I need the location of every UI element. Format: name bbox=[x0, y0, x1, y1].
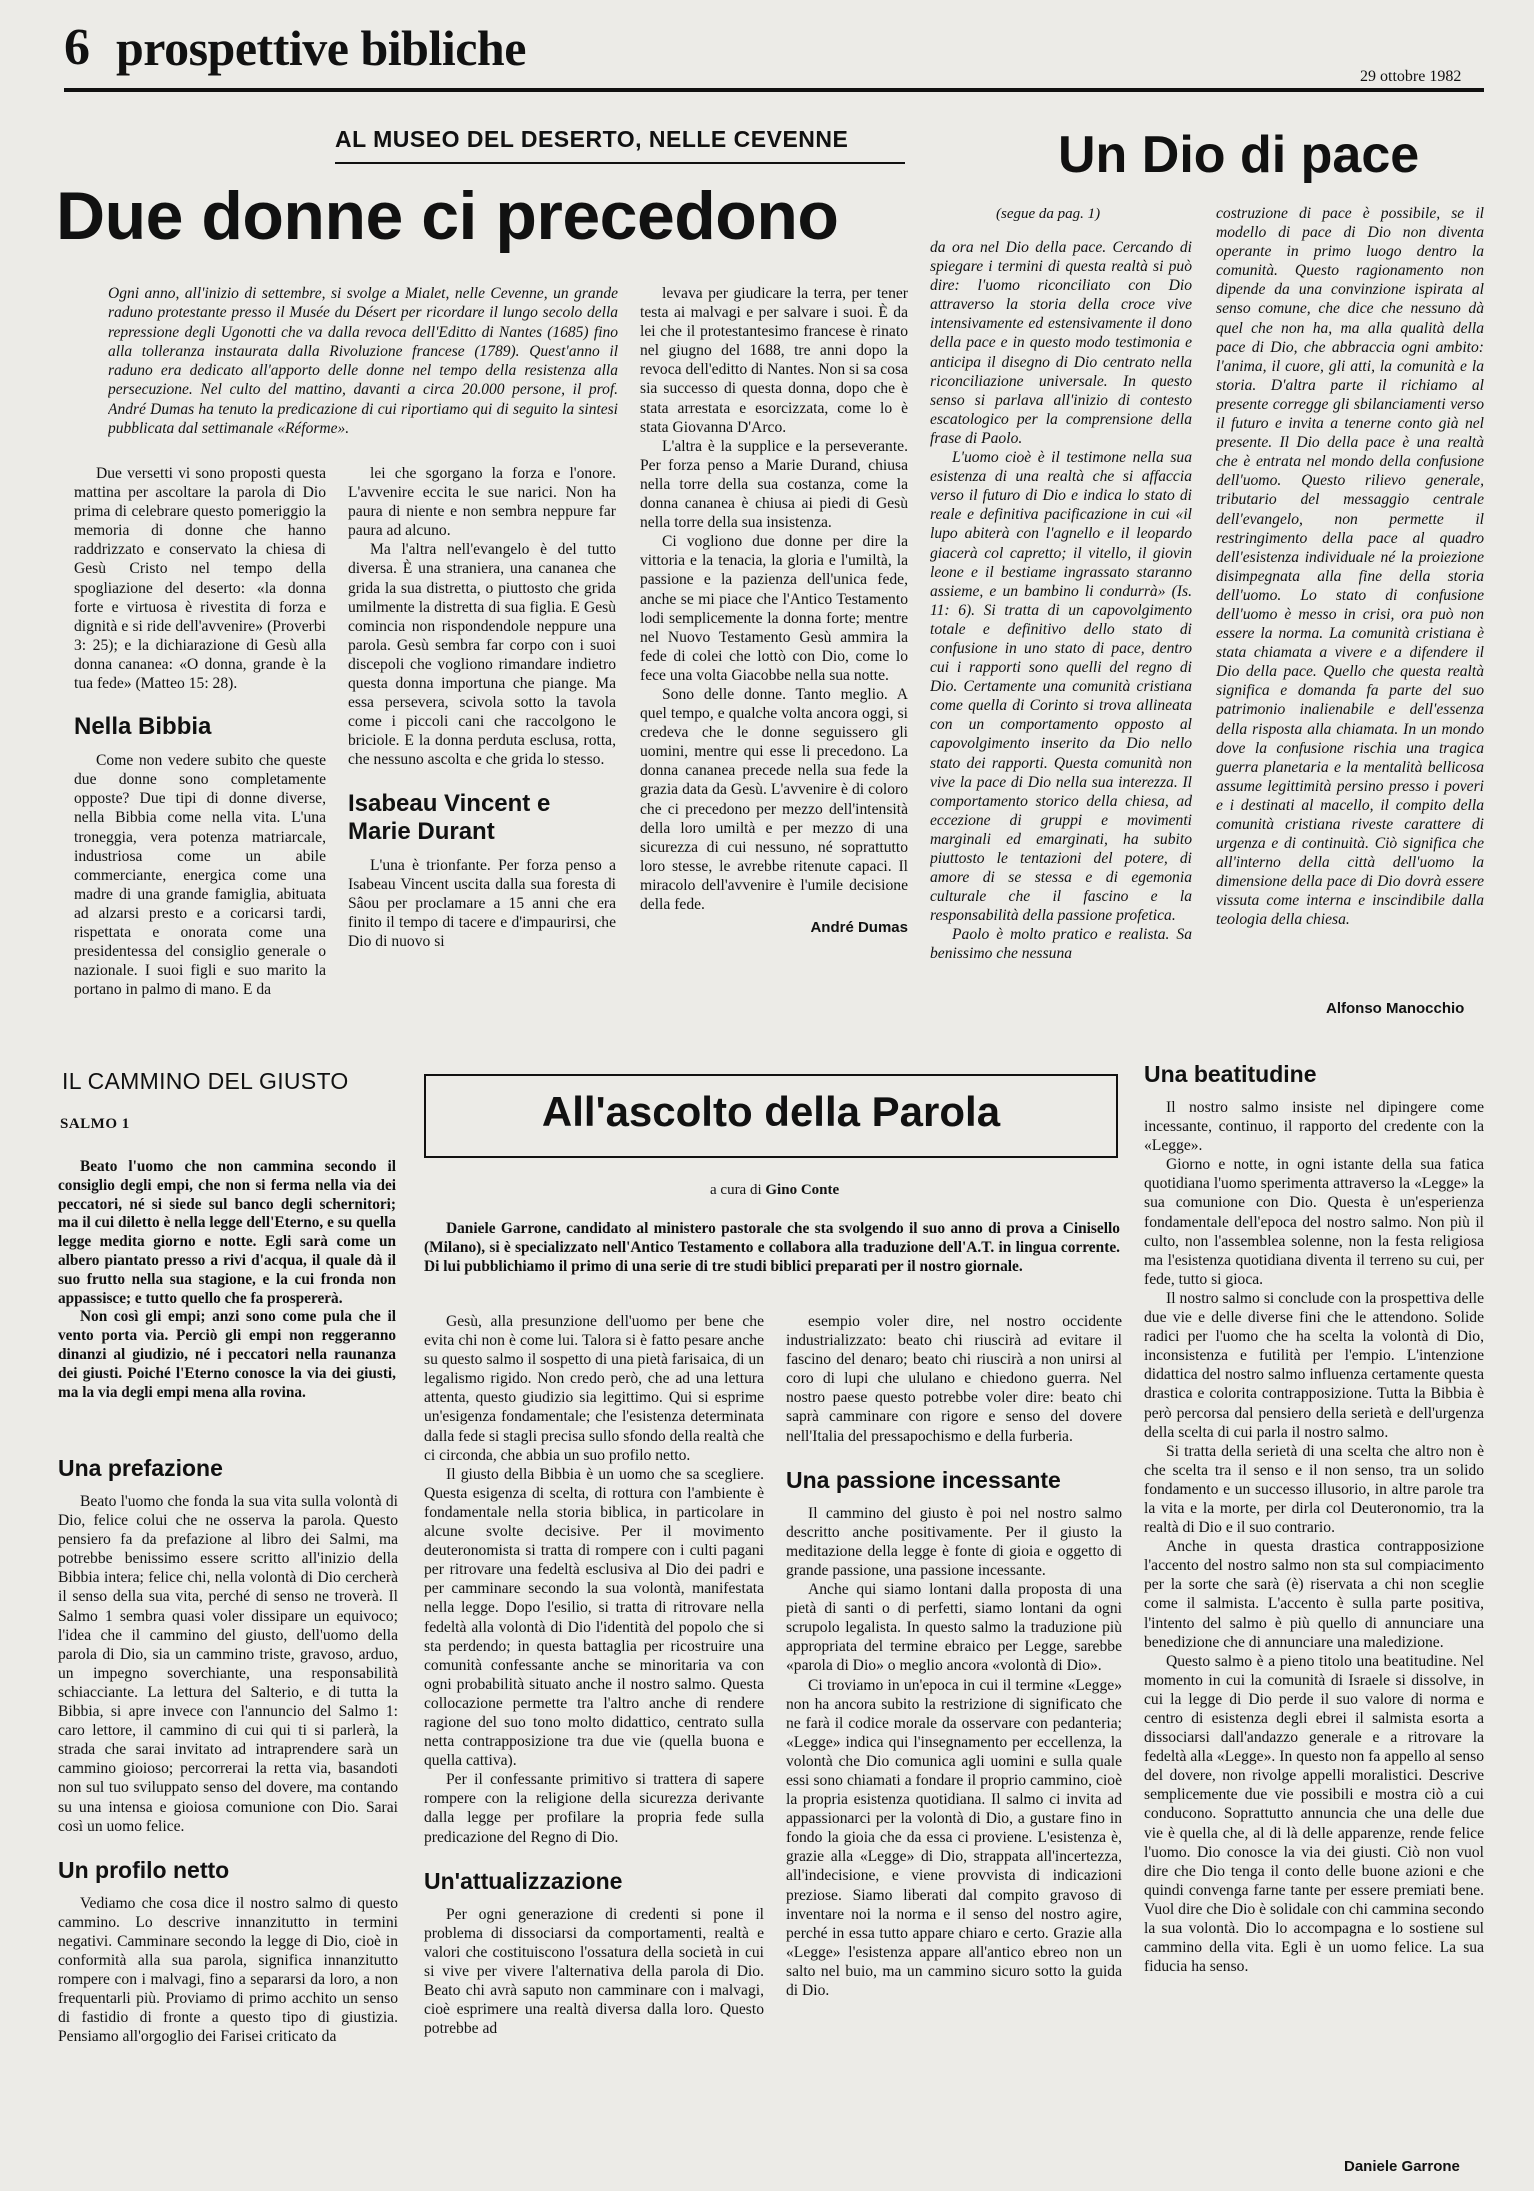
article1-intro: Ogni anno, all'inizio di settembre, si svolge a Mialet, nelle Cevenne, un grande raduno protestante presso il Musée du Désert per ricordare il lungo secolo della repressione degli Ugonotti che va dalla revoca dell'Editto di Nantes (1685) fino alla tolleranza instaurata dalla Rivoluzione francese (1789). Quest'anno il raduno era dedicato all'apporto delle donne nel tempo della resistenza alla persecuzione. Nel culto del mattino, davanti a circa 20.000 persone, il prof. André Dumas ha tenuto la predicazione di cui riportiamo qui di seguito la sintesi pubblicata dal settimanale «Réforme». bbox=[108, 285, 618, 438]
article2-continued: (segue da pag. 1) bbox=[996, 206, 1101, 222]
article1-paragraph: Ci vogliono due donne per dire la vittoria e la tenacia, la gloria e l'umiltà, la passione e la pazienza dell'unica fede, anche se mi piace che l'Antico Testamento lodi semplicemente la donna forte; mentre nel Nuovo Testamento Gesù ammira la fede di colei che lottò con Dio, come lo fece una volta Giacobbe nella sua notte. bbox=[640, 533, 908, 684]
article3-paragraph: Giorno e notte, in ogni istante della sua fatica quotidiana l'uomo sperimenta attraverso la «Legge» la sua comunione con Dio. Questa è un'esperienza fondamentale dell'epoca del nostro salmo. Non più il culto, non l'assemblea solenne, non la festa religiosa ma l'esistenza quotidiana diventa il terreno su cui, per fede, tutto si gioca. bbox=[1144, 1156, 1484, 1288]
article3-paragraph: Vediamo che cosa dice il nostro salmo di questo cammino. Lo descrive innanzitutto in termini negativi. Camminare secondo la legge di Dio, cioè in conformità alla sua parola, significa innanzitutto rompere con i malvagi, fino a separarsi da loro, a non frequentarli più. Proviamo di primo acchito un senso di fastidio di fronte a questo tipo di giustizia. Pensiamo all'orgoglio dei Farisei criticato da bbox=[58, 1894, 398, 2046]
psalm-label: SALMO 1 bbox=[60, 1116, 130, 1132]
article1-column-3 bbox=[640, 284, 908, 1024]
article1-subheading: Isabeau Vincent e Marie Durant bbox=[348, 789, 551, 845]
article1-column-1 bbox=[74, 464, 326, 1019]
psalm-heading: IL CAMMINO DEL GIUSTO bbox=[62, 1068, 349, 1094]
article2-column-1 bbox=[930, 238, 1192, 1018]
article1-paragraph: Come non vedere subito che queste due donne sono completamente opposte? Due tipi di donne diverse, nella Bibbia come nella vita. L'una troneggia, vera potenza matriarcale, industriosa come un abile commerciante, energica come una madre di una grande famiglia, abituata ad alzarsi presto e a coricarsi tardi, rispettata e onorata come una presidentessa del consiglio generale o nazionale. I suoi figli e suo marito la portano in palmo di mano. E da bbox=[74, 752, 326, 999]
article3-subheading: Una passione incessante bbox=[786, 1466, 1061, 1493]
article1-paragraph: Due versetti vi sono proposti questa mattina per ascoltare la parola di Dio prima di celebrare questo pomeriggio la memoria di donne che hanno raddrizzato e conservato la chiesa di Gesù Cristo nel tempo della spogliazione del deserto: «la donna forte e virtuosa è rivestita di forza e dignità e si ride dell'avvenire» (Proverbi 3: 25); e la dichiarazione di Gesù alla donna cananea: «O donna, grande è la tua fede» (Matteo 15: 28). bbox=[74, 465, 326, 693]
issue-date: 29 ottobre 1982 bbox=[1360, 68, 1462, 85]
section-title: prospettive bibliche bbox=[116, 20, 526, 76]
article3-paragraph: Il nostro salmo insiste nel dipingere come incessante, continuo, il rapporto del credente con la «Legge». bbox=[1144, 1099, 1484, 1155]
article3-paragraph: Il nostro salmo si conclude con la prospettiva delle due vie e delle diverse fini che le attendono. Solide radici per l'uomo che ha scelta la volontà di Dio, inconsistenza e futilità per l'empio. L'intenzione didattica del nostro salmo influenza certamente questa drastica e colorita contrapposizione. Tutta la Bibbia è però percorsa dal pensiero della serietà e dell'urgenza della scelta di cui parla il nostro salmo. bbox=[1144, 1289, 1484, 1441]
header-rule bbox=[64, 88, 1484, 92]
article3-paragraph: Per ogni generazione di credenti si pone il problema di dissociarsi da comportamenti, realtà e valori che costituiscono l'ossatura della società in cui si vive per vivere l'alternativa della parola di Dio. Beato chi avrà saputo non camminare con i malvagi, cioè esprimere una realtà diversa dalla loro. Questo potrebbe ad bbox=[424, 1905, 764, 2038]
article1-column-2 bbox=[348, 464, 616, 1019]
article3-subheading: Un profilo netto bbox=[58, 1856, 230, 1883]
article3-paragraph: Anche qui siamo lontani dalla proposta di una pietà di santi o di perfetti, siamo lontani da ogni scrupolo legalista. In questo salmo la traduzione più appropriata del termine ebraico per Legge, sarebbe «parola di Dio» o meglio ancora «volontà di Dio». bbox=[786, 1581, 1122, 1675]
byline-label: a cura di bbox=[710, 1182, 762, 1198]
article3-subheading: Una beatitudine bbox=[1144, 1061, 1317, 1087]
article1-paragraph: L'altra è la supplice e la perseverante. Per forza penso a Marie Durand, chiusa nella torre della sua costanza, come la donna cananea è chiusa ai piedi di Gesù nella torre della sua insistenza. bbox=[640, 437, 908, 532]
article3-subheading: Una prefazione bbox=[58, 1455, 223, 1481]
article2-paragraph: costruzione di pace è possibile, se il modello di pace di Dio non diventa operante in primo luogo dentro la comunità. Questo ragionamento non dipende da una convinzione ispirata al senso comune, che dice che nessuno dà quel che non ha, ma alla qualità della pace di Dio, che abbraccia ogni ambito: l'anima, il cuore, gli atti, la comunità e la storia. D'altra parte il richiamo al presente corregge gli sbilanciamenti verso il futuro e invita a tenerne conto già nel presente. Il Dio della pace è una realtà che è entrata nel mondo della confusione dell'uomo. Questo rilievo generale, tributario del messaggio centrale dell'evangelo, non permette il restringimento della pace al quadro dell'esistenza individuale né la proiezione disimpegnata alla fine della storia dell'uomo. Lo stato di confusione dell'uomo è messo in crisi, ora può non essere la norma. La comunità cristiana è stata chiamata a vivere e a difendere il Dio della pace. Quello che questa realtà significa e domanda fa parte del suo patrimonio inalienabile e dell'essenza della risposta alla chiamata. In un mondo dove la confusione rischia una tragica guerra planetaria e la mentalità bellicosa assume legittimità persino presso i poveri e i destinati al macello, il compito della comunità cristiana riveste carattere di urgenza e di continuità. Ciò significa che all'interno della città dell'uomo la dimensione della pace di Dio dovrà essere vissuta come interna e inscindibile dalla teologia della chiesa. bbox=[1216, 205, 1484, 929]
article1-paragraph: L'una è trionfante. Per forza penso a Isabeau Vincent uscita dalla sua foresta di Sâou per proclamare a 15 anni che era finito il tempo di tacere e d'impaurirsi, che Dio di nuovo si bbox=[348, 856, 616, 950]
article1-paragraph: levava per giudicare la terra, per tener testa ai malvagi e per salvare i suoi. È da lei che il protestantesimo francese è rinato nel giugno del 1688, tre anni dopo la revoca dell'editto di Nantes. Non si sa cosa sia successo di questa donna, dopo che è stata arrestata e esorcizzata, come lo è stata Giovanna D'Arco. bbox=[640, 285, 908, 436]
article3-paragraph: Il giusto della Bibbia è un uomo che sa scegliere. Questa esigenza di scelta, di rottura con l'ambiente è fondamentale nella storia biblica, in particolare in alcune svolte decisive. Per il movimento deuteronomista si tratta di rompere con i culti pagani per ritrovare una fedeltà esclusiva al Dio dei padri e per camminare secondo la sua volontà, manifestata nella legge. Dopo l'esilio, si tratta di ritrovare nella fedeltà alla volontà di Dio l'identità del popolo che si sta perdendo; in questa battaglia per ricostruire una comunità confessante anche se minoritaria va con ogni probabilità situato anche il nostro salmo. Questa collocazione permette tra l'altro anche di rendere ragione del suo tono molto didattico, centrato sulla netta contrapposizione tra due vie (quella buona e quella cattiva). bbox=[424, 1465, 764, 1770]
article1-subheading: Nella Bibbia bbox=[74, 713, 212, 741]
article1-signature: André Dumas bbox=[810, 919, 908, 937]
article1-paragraph: Sono delle donne. Tanto meglio. A quel tempo, e qualche volta ancora oggi, si credeva che le donne seguissero gli uomini, mentre qui esse li precedono. La donna cananea precede nella sua fede la grazia data da Gesù. L'avvenire è di coloro che ci precedono per mezzo dell'intensità della loro umiltà e per mezzo di una sicurezza di cui nessuno, né soprattutto loro stesse, le avrebbe ritenute capaci. Il miracolo dell'avvenire è l'umile decisione della fede. bbox=[640, 685, 908, 913]
article2-paragraph: L'uomo cioè è il testimone nella sua esistenza di una realtà che si affaccia verso il futuro di Dio e indica lo stato di reale e definitiva pacificazione in cui «il lupo abiterà con l'agnello e il leopardo giacerà col capretto; il vitello, il giovin leone e il bestiame ingrassato staranno assieme, e un bambino li condurrà» (Is. 11: 6). Si tratta di un capovolgimento totale e definitivo dello stato di confusione in uno stato di pace, dentro cui i rapporti sono quelli del regno di Dio. Certamente una comunità cristiana come quella di Corinto si trova allineata con un comportamento opposto al capovolgimento inserito da Dio nello stato dei rapporti. Questa comunità non vive la pace di Dio nella sua interezza. Il comportamento storico della chiesa, ad eccezione di gruppi e movimenti marginali ed emarginati, ha subito piuttosto le tentazioni del potere, di amore di se stessa e di egemonia culturale che il fascino e la responsabilità della passione profetica. bbox=[930, 449, 1192, 925]
article3-column-1 bbox=[58, 1440, 398, 2160]
article3-column-2 bbox=[424, 1312, 764, 2162]
page-number: 6 bbox=[64, 19, 90, 76]
article3-paragraph: esempio voler dire, nel nostro occidente industrializzato: beato chi riuscirà ad evitare il fascino del denaro; beato chi riuscirà a non unirsi al coro di lupi che ululano e chiedono guerra. Nel nostro paese questo potrebbe voler dire: beato chi saprà camminare con rigore e senso del dovere nell'Italia del pressapochismo e della furberia. bbox=[786, 1313, 1122, 1445]
article2-title: Un Dio di pace bbox=[1058, 126, 1420, 184]
article2-paragraph: da ora nel Dio della pace. Cercando di spiegare i termini di questa realtà si può dire: l'uomo riconciliato con Dio attraverso la storia della croce vive intensivamente ed estensivamente il dono della pace e in questo modo testimonia e anticipa il disegno di Dio centrato nella riconciliazione universale. In questo senso si parlava all'inizio di contesto escatologico per la comprensione della frase di Paolo. bbox=[930, 239, 1192, 447]
article2-column-2 bbox=[1216, 204, 1484, 994]
column-intro: Daniele Garrone, candidato al ministero pastorale che sta svolgendo il suo anno di prova a Cinisello (Milano), si è specializzato nell'Antico Testamento e collabora alla traduzione dell'A.T. in lingua corrente. Di lui pubblichiamo il primo di una serie di tre studi biblici preparati per il nostro giornale. bbox=[424, 1220, 1120, 1275]
article1-paragraph: lei che sgorgano la forza e l'onore. L'avvenire eccita le sue narici. Non ha paura di niente e non sembra neppure far paura ad alcuno. bbox=[348, 465, 616, 540]
article3-paragraph: Beato l'uomo che fonda la sua vita sulla volontà di Dio, felice colui che ne osserva la parola. Questo pensiero fa da prefazione al libro dei Salmi, ma potrebbe benissimo essere scritto all'inizio della Bibbia intera; felice chi, nella volontà di Dio cercherà il senso della sua vita, perché di senso ne troverà. Il Salmo 1 sembra quasi voler dissipare un equivoco; l'idea che il cammino del giusto, dell'uomo della parola di Dio, sia un cammino triste, gravoso, arduo, un impegno soverchiante, una responsabilità schiacciante. La lettura del Salterio, e di tutta la Bibbia, si apre invece con l'annuncio del Salmo 1: caro lettore, il cammino di cui qui ti si parlerà, la strada che sarai invitato ad intraprendere sarà un cammino gioioso; percorrerai la retta via, basandoti non sul tuo sviluppato senso del dovere, ma contando su una intensa e gioiosa comunione con Dio. Sarai così un uomo felice. bbox=[58, 1493, 398, 1835]
article2-signature: Alfonso Manocchio bbox=[1326, 1000, 1465, 1017]
article1-kicker: AL MUSEO DEL DESERTO, NELLE CEVENNE bbox=[335, 126, 849, 152]
article3-paragraph: Si tratta della serietà di una scelta che altro non è che scelta tra il senso e il non senso, tra un solido fondamento e un successo illusorio, in altre parole tra la vita e la morte, per dirla col Deuteronomio, tra la realtà di Dio e il suo contrario. bbox=[1144, 1442, 1484, 1537]
article3-paragraph: Gesù, alla presunzione dell'uomo per bene che evita chi non è come lui. Talora si è fatto pesare anche su questo salmo il sospetto di una pietà farisaica, di un legalismo rigido. Non credo però, che ad una lettura attenta, questo giudizio sia legittimo. Qui si esprime un'esigenza fondamentale; che l'esistenza determinata dalla fede si stagli precisa sullo sfondo della realtà che ci circonda, che abbia un suo profilo netto. bbox=[424, 1313, 764, 1464]
article3-column-4 bbox=[1144, 1060, 1484, 2150]
psalm-text bbox=[58, 1158, 396, 1430]
article3-column-3 bbox=[786, 1312, 1122, 2162]
article3-paragraph: Anche in questa drastica contrapposizione l'accento del nostro salmo non sta sul compiacimento per la sorte che sarà (è) riservata a chi non sceglie come il salmista. L'accento è sulla parte positiva, l'intento del salmo è più quello di annunciare una benedizione che di annunciare una maledizione. bbox=[1144, 1538, 1484, 1651]
article3-subheading: Un'attualizzazione bbox=[424, 1867, 623, 1894]
byline bbox=[710, 1182, 839, 1199]
article1-title: Due donne ci precedono bbox=[56, 178, 839, 254]
article1-paragraph: Ma l'altra nell'evangelo è del tutto diversa. È una straniera, una cananea che grida la sua distretta, o piuttosto che grida umilmente la distretta di sua figlia. E Gesù comincia non rispondendole neppure una parola. Gesù sembra far corpo con i suoi discepoli che vogliono rimandare indietro questa donna importuna che piange. Ma essa persevera, scivola sotto la tavola come i piccoli cani che raccolgono le briciole. E la donna perduta esclusa, rotta, che nessuno ascolta e che grida lo stesso. bbox=[348, 541, 616, 769]
article3-paragraph: Questo salmo è a pieno titolo una beatitudine. Nel momento in cui la comunità di Israele si dissolve, in cui la legge di Dio perde il suo valore di norma e centro di esistenza degli ebrei il salmista esorta a dissociarsi dall'andazzo generale e a ritrovare la fedeltà alla «Legge». In questo non fa appello al senso del dovere, non rivolge appelli moralistici. Descrive semplicemente due vie possibili e mostra ciò a cui conducono. Soprattutto annuncia che una delle due vie è quella che, al di là delle apparenze, rende felice l'uomo. Dio conosce la via dei giusti. Ciò non vuol dire che Dio tenga il conto delle buone azioni e che quindi convenga farne tante per essere premiati bene. Vuol dire che Dio è solidale con chi cammina secondo la sua volontà. Dio lo accompagna e lo sostiene sul cammino della vita. Egli è un uomo felice. La sua fiducia ha senso. bbox=[1144, 1652, 1484, 1976]
column-box-title: All'ascolto della Parola bbox=[541, 1088, 1001, 1135]
article3-paragraph: Ci troviamo in un'epoca in cui il termine «Legge» non ha ancora subito la restrizione di significato che ne farà il codice morale da osservare con pedanteria; «Legge» indica qui l'insegnamento per eccellenza, la volontà che Dio comunica agli uomini e sulla quale essi sono chiamati a fondare il proprio cammino, cioè la propria esistenza quotidiana. Il salmo ci invita ad appassionarci per la volontà di Dio, a gustare fino in fondo la gioia che da essa ci proviene. L'esistenza è, grazie alla «Legge» di Dio, strappata all'incertezza, all'indecisione, e viene provvista di indicazioni preziose. Siamo liberati dal compito gravoso di inventare noi la norma e il senso del nostro agire, perché in essa tutto appare chiaro e certo. Grazie alla «Legge» l'esistenza appare all'antico ebreo non un salto nel buio, ma un cammino sicuro sotto la guida di Dio. bbox=[786, 1676, 1122, 1999]
article3-paragraph: Per il confessante primitivo si trattera di sapere rompere con la religione della sicurezza derivante dalla legge per profilare la propria fede sulla predicazione del Regno di Dio. bbox=[424, 1771, 764, 1846]
psalm-paragraph: Beato l'uomo che non cammina secondo il consiglio degli empi, che non si ferma nella via dei peccatori, né si siede sul banco degli schernitori; ma il cui diletto è nella legge dell'Eterno, e su quella legge medita giorno e notte. Egli sarà come un albero piantato presso a rivi d'acqua, il quale dà il suo frutto nella sua stagione, e la cui fronda non appassisce; e tutto quello che fa prospererà. bbox=[58, 1158, 396, 1307]
article3-paragraph: Il cammino del giusto è poi nel nostro salmo descritto anche positivamente. Per il giusto la meditazione della legge è fonte di gioia e oggetto di grande passione, una passione incessante. bbox=[786, 1504, 1122, 1579]
article2-paragraph: Paolo è molto pratico e realista. Sa benissimo che nessuna bbox=[930, 926, 1192, 963]
psalm-paragraph: Non così gli empi; anzi sono come pula che il vento porta via. Perciò gli empi non reggeranno dinanzi al giudizio, né i peccatori nella raunanza dei giusti. Poiché l'Eterno conosce la via dei giusti, ma la via degli empi mena alla rovina. bbox=[58, 1308, 396, 1401]
article3-signature: Daniele Garrone bbox=[1344, 2158, 1460, 2175]
kicker-rule bbox=[335, 162, 905, 164]
byline-name: Gino Conte bbox=[765, 1182, 840, 1198]
